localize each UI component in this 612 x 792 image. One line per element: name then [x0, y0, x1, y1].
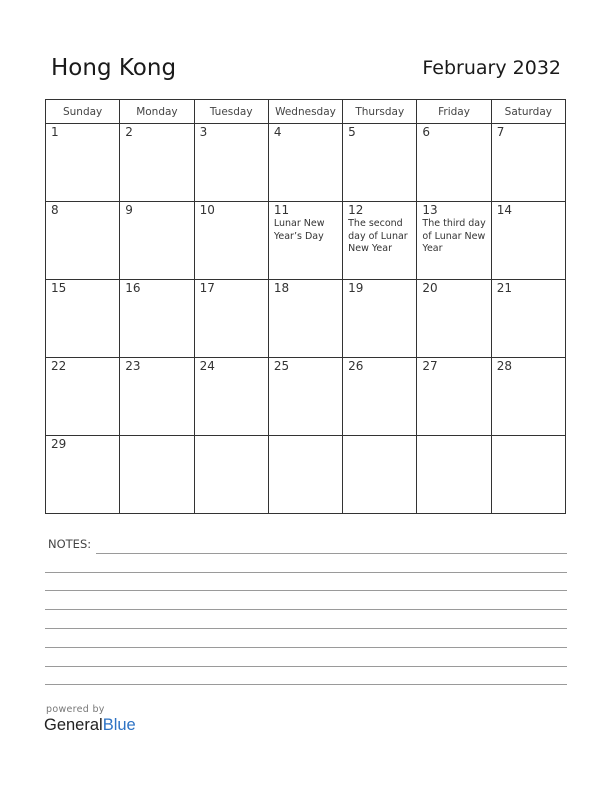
- day-cell: [343, 124, 417, 202]
- day-number: 4: [273, 125, 282, 139]
- day-cell: [491, 358, 565, 436]
- week-row: [46, 202, 566, 280]
- day-number: 9: [125, 203, 133, 217]
- day-cell: [268, 436, 342, 514]
- day-cell: [343, 202, 417, 280]
- weekday-header: Thursday: [343, 100, 417, 124]
- day-number: [195, 436, 268, 437]
- day-cell: [46, 124, 120, 202]
- note-line: [45, 647, 567, 648]
- weekday-header: Friday: [417, 100, 491, 124]
- day-cell: [194, 280, 268, 358]
- brand-general: General: [44, 716, 103, 734]
- day-number: [492, 436, 565, 437]
- day-cell: [491, 124, 565, 202]
- day-number: [417, 436, 490, 437]
- day-number: 14: [496, 203, 512, 217]
- weekday-header: Saturday: [491, 100, 565, 124]
- day-cell: [268, 124, 342, 202]
- weekday-header-row: [46, 100, 566, 124]
- day-number: 24: [199, 359, 215, 373]
- day-number: [343, 436, 416, 437]
- day-cell: [268, 202, 342, 280]
- day-cell: [417, 280, 491, 358]
- day-cell: [268, 280, 342, 358]
- holiday-label: The third day of Lunar New Year: [422, 218, 486, 254]
- week-row: [46, 124, 566, 202]
- day-cell: [343, 436, 417, 514]
- day-cell: [194, 202, 268, 280]
- holiday-label: The second day of Lunar New Year: [348, 218, 408, 254]
- weekday-header: Sunday: [46, 100, 120, 124]
- day-cell: [491, 436, 565, 514]
- day-cell: [417, 124, 491, 202]
- day-cell: [268, 358, 342, 436]
- week-row: [46, 436, 566, 514]
- note-line: [96, 553, 567, 554]
- day-cell: [46, 358, 120, 436]
- day-cell: [120, 124, 194, 202]
- day-number: 18: [273, 281, 290, 295]
- day-number: 8: [51, 203, 59, 217]
- day-number: 22: [51, 359, 67, 373]
- day-number: 19: [348, 281, 364, 295]
- day-cell: [46, 436, 120, 514]
- day-cell: [46, 202, 120, 280]
- day-number: 28: [496, 359, 512, 373]
- day-cell: [120, 436, 194, 514]
- day-number: 5: [348, 125, 356, 139]
- weekday-header: Tuesday: [194, 100, 268, 124]
- day-cell: [491, 202, 565, 280]
- day-cell: [491, 280, 565, 358]
- note-line: [45, 684, 567, 685]
- day-number: 26: [348, 359, 364, 373]
- day-number: 13: [422, 203, 438, 217]
- day-number: [269, 436, 342, 437]
- day-number: 7: [496, 125, 505, 139]
- day-cell: [194, 436, 268, 514]
- brand-blue: Blue: [102, 716, 136, 734]
- note-line: [45, 628, 567, 629]
- day-number: 27: [422, 359, 438, 373]
- day-number: 23: [125, 359, 141, 373]
- day-number: 15: [51, 281, 67, 295]
- month-year-title: February 2032: [422, 57, 561, 79]
- notes-label: NOTES:: [48, 537, 92, 551]
- day-cell: [46, 280, 120, 358]
- weekday-header: Monday: [120, 100, 194, 124]
- day-number: 20: [422, 281, 438, 295]
- week-row: [46, 358, 566, 436]
- day-number: 16: [125, 281, 141, 295]
- day-number: 29: [51, 437, 67, 451]
- brand-logo: [44, 716, 136, 735]
- note-line: [45, 590, 567, 591]
- day-cell: [120, 358, 194, 436]
- day-cell: [417, 202, 491, 280]
- day-cell: [343, 358, 417, 436]
- day-cell: [343, 280, 417, 358]
- note-line: [45, 666, 567, 667]
- note-line: [45, 609, 567, 610]
- day-number: 6: [422, 125, 431, 139]
- calendar-grid: [45, 99, 566, 514]
- day-cell: [417, 358, 491, 436]
- day-cell: [120, 280, 194, 358]
- day-cell: [120, 202, 194, 280]
- day-number: 10: [199, 203, 215, 217]
- powered-by-label: powered by: [46, 704, 105, 715]
- day-number: 25: [273, 359, 290, 373]
- day-cell: [417, 436, 491, 514]
- week-row: [46, 280, 566, 358]
- day-number: 17: [199, 281, 215, 295]
- day-cell: [194, 124, 268, 202]
- day-number: 3: [199, 125, 208, 139]
- day-number: 1: [51, 125, 59, 139]
- country-title: Hong Kong: [51, 55, 177, 81]
- note-line: [45, 572, 567, 573]
- day-number: 2: [125, 125, 133, 139]
- holiday-label: Lunar New Year’s Day: [273, 218, 325, 242]
- day-number: 12: [348, 203, 364, 217]
- day-number: 21: [496, 281, 512, 295]
- day-number: 11: [273, 203, 290, 217]
- day-number: [120, 436, 193, 437]
- weekday-header: Wednesday: [268, 100, 342, 124]
- day-cell: [194, 358, 268, 436]
